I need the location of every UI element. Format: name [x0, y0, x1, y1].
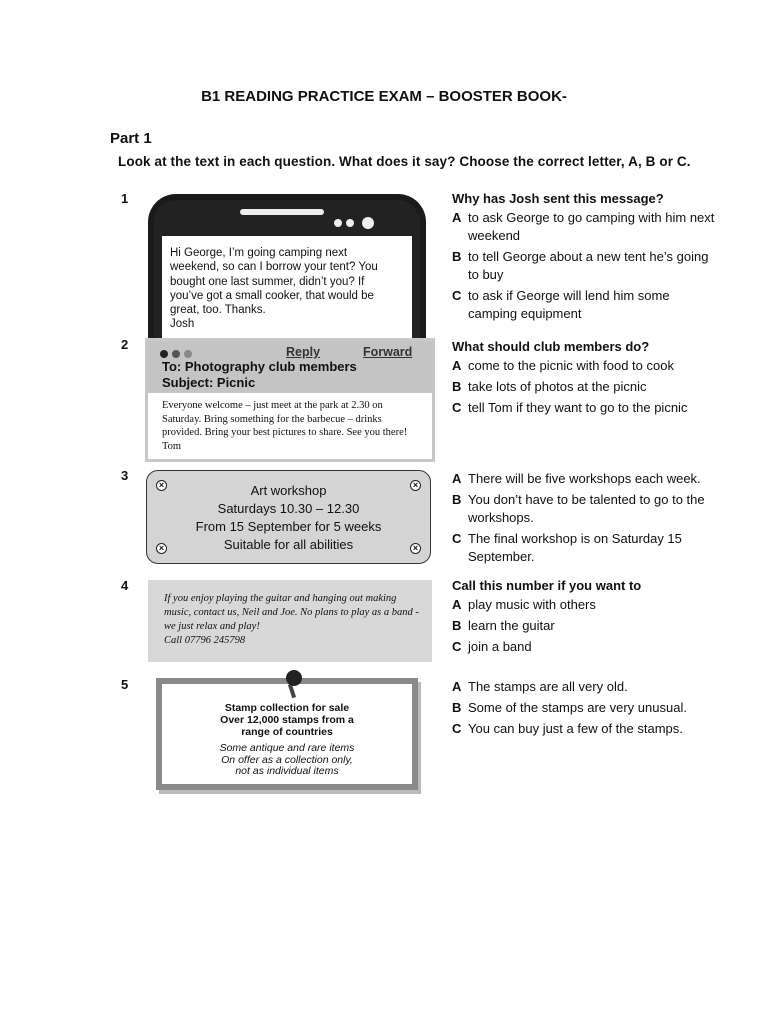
question-5-options	[452, 675, 742, 738]
email-line: provided. Bring your best pictures to share. See you there!	[162, 427, 408, 438]
instructions: Look at the text in each question. What does it say? Choose the correct letter, A, B or C.	[118, 154, 691, 169]
option-b[interactable]: B to tell George about a new tent he’s going to buy	[452, 249, 709, 282]
question-4-options	[452, 578, 742, 656]
email-body	[148, 393, 432, 459]
stamp-notice	[156, 678, 418, 790]
question-3-options	[452, 467, 742, 566]
screw-icon: ×	[156, 480, 167, 491]
option-c[interactable]: C The final workshop is on Saturday 15 September.	[452, 531, 682, 564]
message-line: bought one last summer, didn’t you? If	[170, 275, 365, 288]
phone-camera-icon	[362, 217, 374, 229]
message-line: you’ve got a small cooker, that would be	[170, 289, 374, 302]
option-c[interactable]: C tell Tom if they want to go to the picnic	[452, 400, 688, 415]
sign-line: Suitable for all abilities	[223, 537, 354, 552]
email-message	[145, 338, 435, 462]
question-number-2: 2	[121, 337, 129, 352]
workshop-sign	[146, 470, 431, 564]
email-line: Tom	[162, 440, 182, 452]
forward-link[interactable]: Forward	[363, 345, 413, 359]
phone-dot-icon	[346, 219, 354, 227]
stamp-detail-line: not as individual items	[235, 765, 339, 777]
stamp-heading-line: Stamp collection for sale	[224, 702, 350, 714]
note-line: music, contact us, Neil and Joe. No plans to play as a band -	[164, 607, 419, 618]
email-recipient: To: Photography club members	[162, 359, 357, 374]
question-2-options	[452, 339, 742, 417]
question-number-1: 1	[121, 191, 129, 206]
option-a[interactable]: A play music with others	[452, 597, 596, 612]
stamp-heading-line: Over 12,000 stamps from a	[220, 714, 354, 726]
note-line: we just relax and play!	[164, 621, 260, 632]
option-b[interactable]: B Some of the stamps are very unusual.	[452, 700, 687, 715]
message-line: Hi George, I’m going camping next	[170, 247, 348, 259]
email-line: Everyone welcome – just meet at the park at 2.30 on	[162, 400, 383, 411]
phone-speaker-icon	[240, 209, 324, 215]
pushpin-icon	[286, 670, 302, 686]
reply-link[interactable]: Reply	[286, 345, 321, 359]
screw-icon: ×	[410, 543, 421, 554]
sign-line: From 15 September for 5 weeks	[195, 519, 382, 534]
email-subject: Subject: Picnic	[162, 375, 256, 390]
question-number-3: 3	[121, 468, 129, 483]
stamp-detail-line: On offer as a collection only,	[221, 753, 353, 766]
screw-icon: ×	[410, 480, 421, 491]
note-line: Call 07796 245798	[164, 635, 246, 646]
message-line: weekend, so can I borrow your tent? You	[170, 261, 378, 274]
phone-dot-icon	[334, 219, 342, 227]
window-dot-icon	[172, 350, 180, 358]
option-b[interactable]: B take lots of photos at the picnic	[452, 379, 647, 394]
window-dot-icon	[160, 350, 168, 358]
option-a[interactable]: A come to the picnic with food to cook	[452, 358, 674, 373]
option-c[interactable]: C You can buy just a few of the stamps.	[452, 721, 683, 736]
question-number-5: 5	[121, 677, 129, 692]
option-a[interactable]: A The stamps are all very old.	[452, 679, 628, 694]
stamp-detail-line: Some antique and rare items	[219, 742, 355, 754]
question-prompt: What should club members do?	[452, 339, 650, 354]
document-title: B1 READING PRACTICE EXAM – BOOSTER BOOK-	[201, 88, 567, 105]
note-line: If you enjoy playing the guitar and hanging out making	[164, 593, 397, 604]
screw-icon: ×	[156, 543, 167, 554]
phone-message	[148, 194, 426, 350]
question-prompt: Why has Josh sent this message?	[452, 191, 664, 206]
question-1-options	[452, 191, 742, 323]
message-line: great, too. Thanks.	[170, 304, 266, 317]
option-a[interactable]: A There will be five workshops each week.	[452, 471, 701, 486]
sign-line: Saturdays 10.30 – 12.30	[217, 501, 360, 516]
option-c[interactable]: C join a band	[452, 639, 532, 654]
question-number-4: 4	[121, 578, 129, 593]
music-note	[148, 580, 432, 662]
email-header	[148, 341, 432, 393]
option-c[interactable]: C to ask if George will lend him some camping equipment	[452, 288, 670, 321]
option-b[interactable]: B learn the guitar	[452, 618, 555, 633]
question-prompt: Call this number if you want to	[452, 578, 642, 593]
option-a[interactable]: A to ask George to go camping with him next weekend	[452, 210, 715, 243]
part-title: Part 1	[110, 130, 152, 147]
message-text	[162, 236, 412, 352]
email-line: Saturday. Bring something for the barbecue – drinks	[162, 413, 382, 425]
stamp-heading-line: range of countries	[241, 726, 333, 738]
window-dot-icon	[184, 350, 192, 358]
sign-line: Art workshop	[250, 483, 327, 498]
message-line: Josh	[170, 318, 195, 331]
option-b[interactable]: B You don’t have to be talented to go to the workshops.	[452, 492, 705, 525]
